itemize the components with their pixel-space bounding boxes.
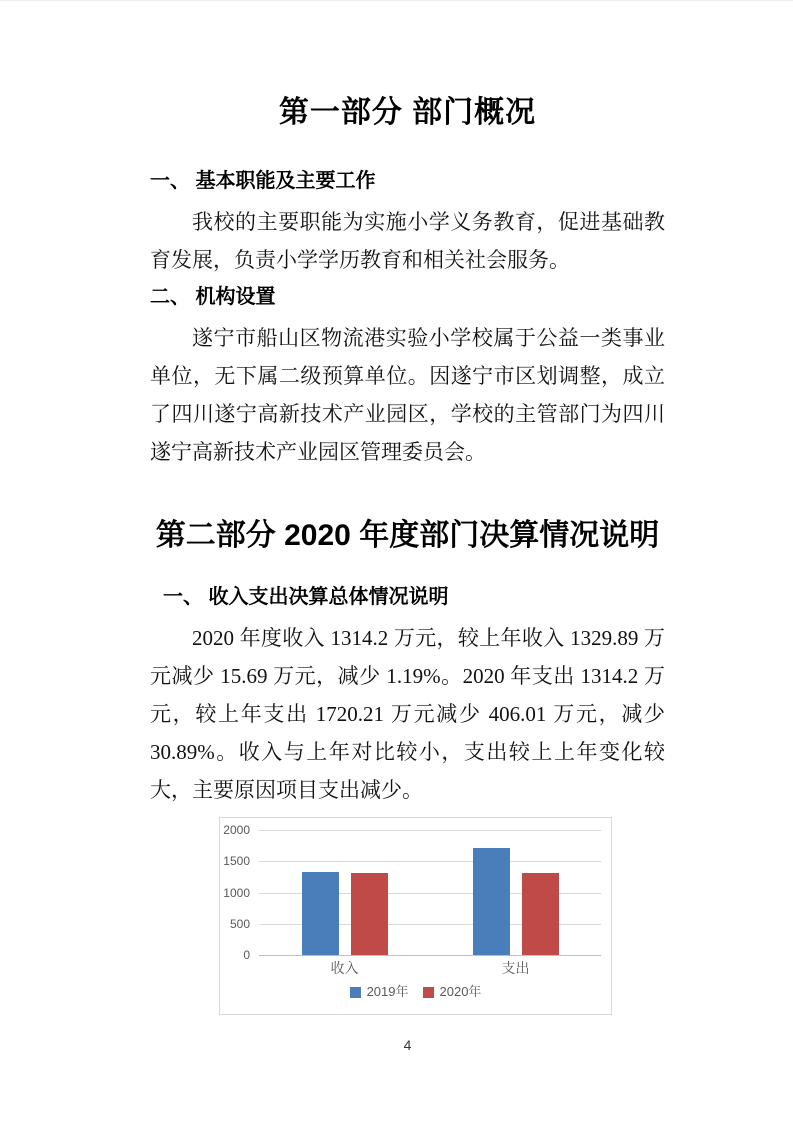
legend-item-2020年 (423, 985, 482, 999)
category-label-收入: 收入 (330, 962, 359, 977)
part2-section1-paragraph: 2020 年度收入 1314.2 万元，较上年收入 1329.89 万元减少 15.69 万元，减少 1.19%。2020 年支出 1314.2 万元，较上年支出 1720.21 万元减少 406.01 万元，减少 30.89%。收入与上年对比较小，支出较上上年变化较大，主要原因项目支出减少。 (150, 626, 665, 802)
part1-section1-paragraph: 我校的主要职能为实施小学义务教育，促进基础教育发展，负责小学学历教育和相关社会服务。 (150, 210, 665, 272)
gridline-0 (259, 955, 601, 956)
part1-title: 第一部分 部门概况 (278, 96, 537, 129)
legend-item-2019年 (350, 985, 409, 999)
part1-section1-heading: 一、 基本职能及主要工作 (150, 170, 376, 192)
bar-2019年-支出 (473, 848, 510, 956)
y-axis-tick-label: 1000 (223, 885, 250, 900)
bar-groups (259, 830, 601, 955)
bar-2019年-收入 (302, 872, 339, 955)
bar-2020年-支出 (522, 873, 559, 955)
part2-title: 第二部分 2020 年度部门决算情况说明 (155, 519, 660, 552)
part2-section1-heading: 一、 收入支出决算总体情况说明 (163, 586, 449, 608)
y-axis-tick-label: 2000 (223, 823, 250, 837)
bar-2020年-收入 (351, 873, 388, 955)
chart-legend (220, 985, 611, 999)
bar-group-支出 (430, 830, 601, 955)
category-label-支出: 支出 (501, 962, 530, 977)
bar-group-收入 (259, 830, 430, 955)
legend-label-2020年: 2020年 (439, 984, 482, 999)
legend-label-2019年: 2019年 (366, 984, 409, 999)
income-expense-bar-chart (219, 817, 612, 1015)
legend-swatch-2020年 (423, 987, 434, 998)
y-axis-tick-label: 500 (229, 916, 250, 931)
part1-section2-heading: 二、 机构设置 (150, 286, 276, 308)
page-number: 4 (403, 1037, 412, 1053)
part1-section2-paragraph: 遂宁市船山区物流港实验小学校属于公益一类事业单位，无下属二级预算单位。因遂宁市区划调整，成立了四川遂宁高新技术产业园区，学校的主管部门为四川遂宁高新技术产业园区管理委员会。 (150, 326, 665, 464)
chart-category-labels (259, 961, 601, 979)
legend-swatch-2019年 (350, 987, 361, 998)
y-axis-tick-label: 0 (243, 948, 250, 962)
y-axis-tick-label: 1500 (223, 854, 250, 869)
chart-plot-area (223, 823, 601, 962)
